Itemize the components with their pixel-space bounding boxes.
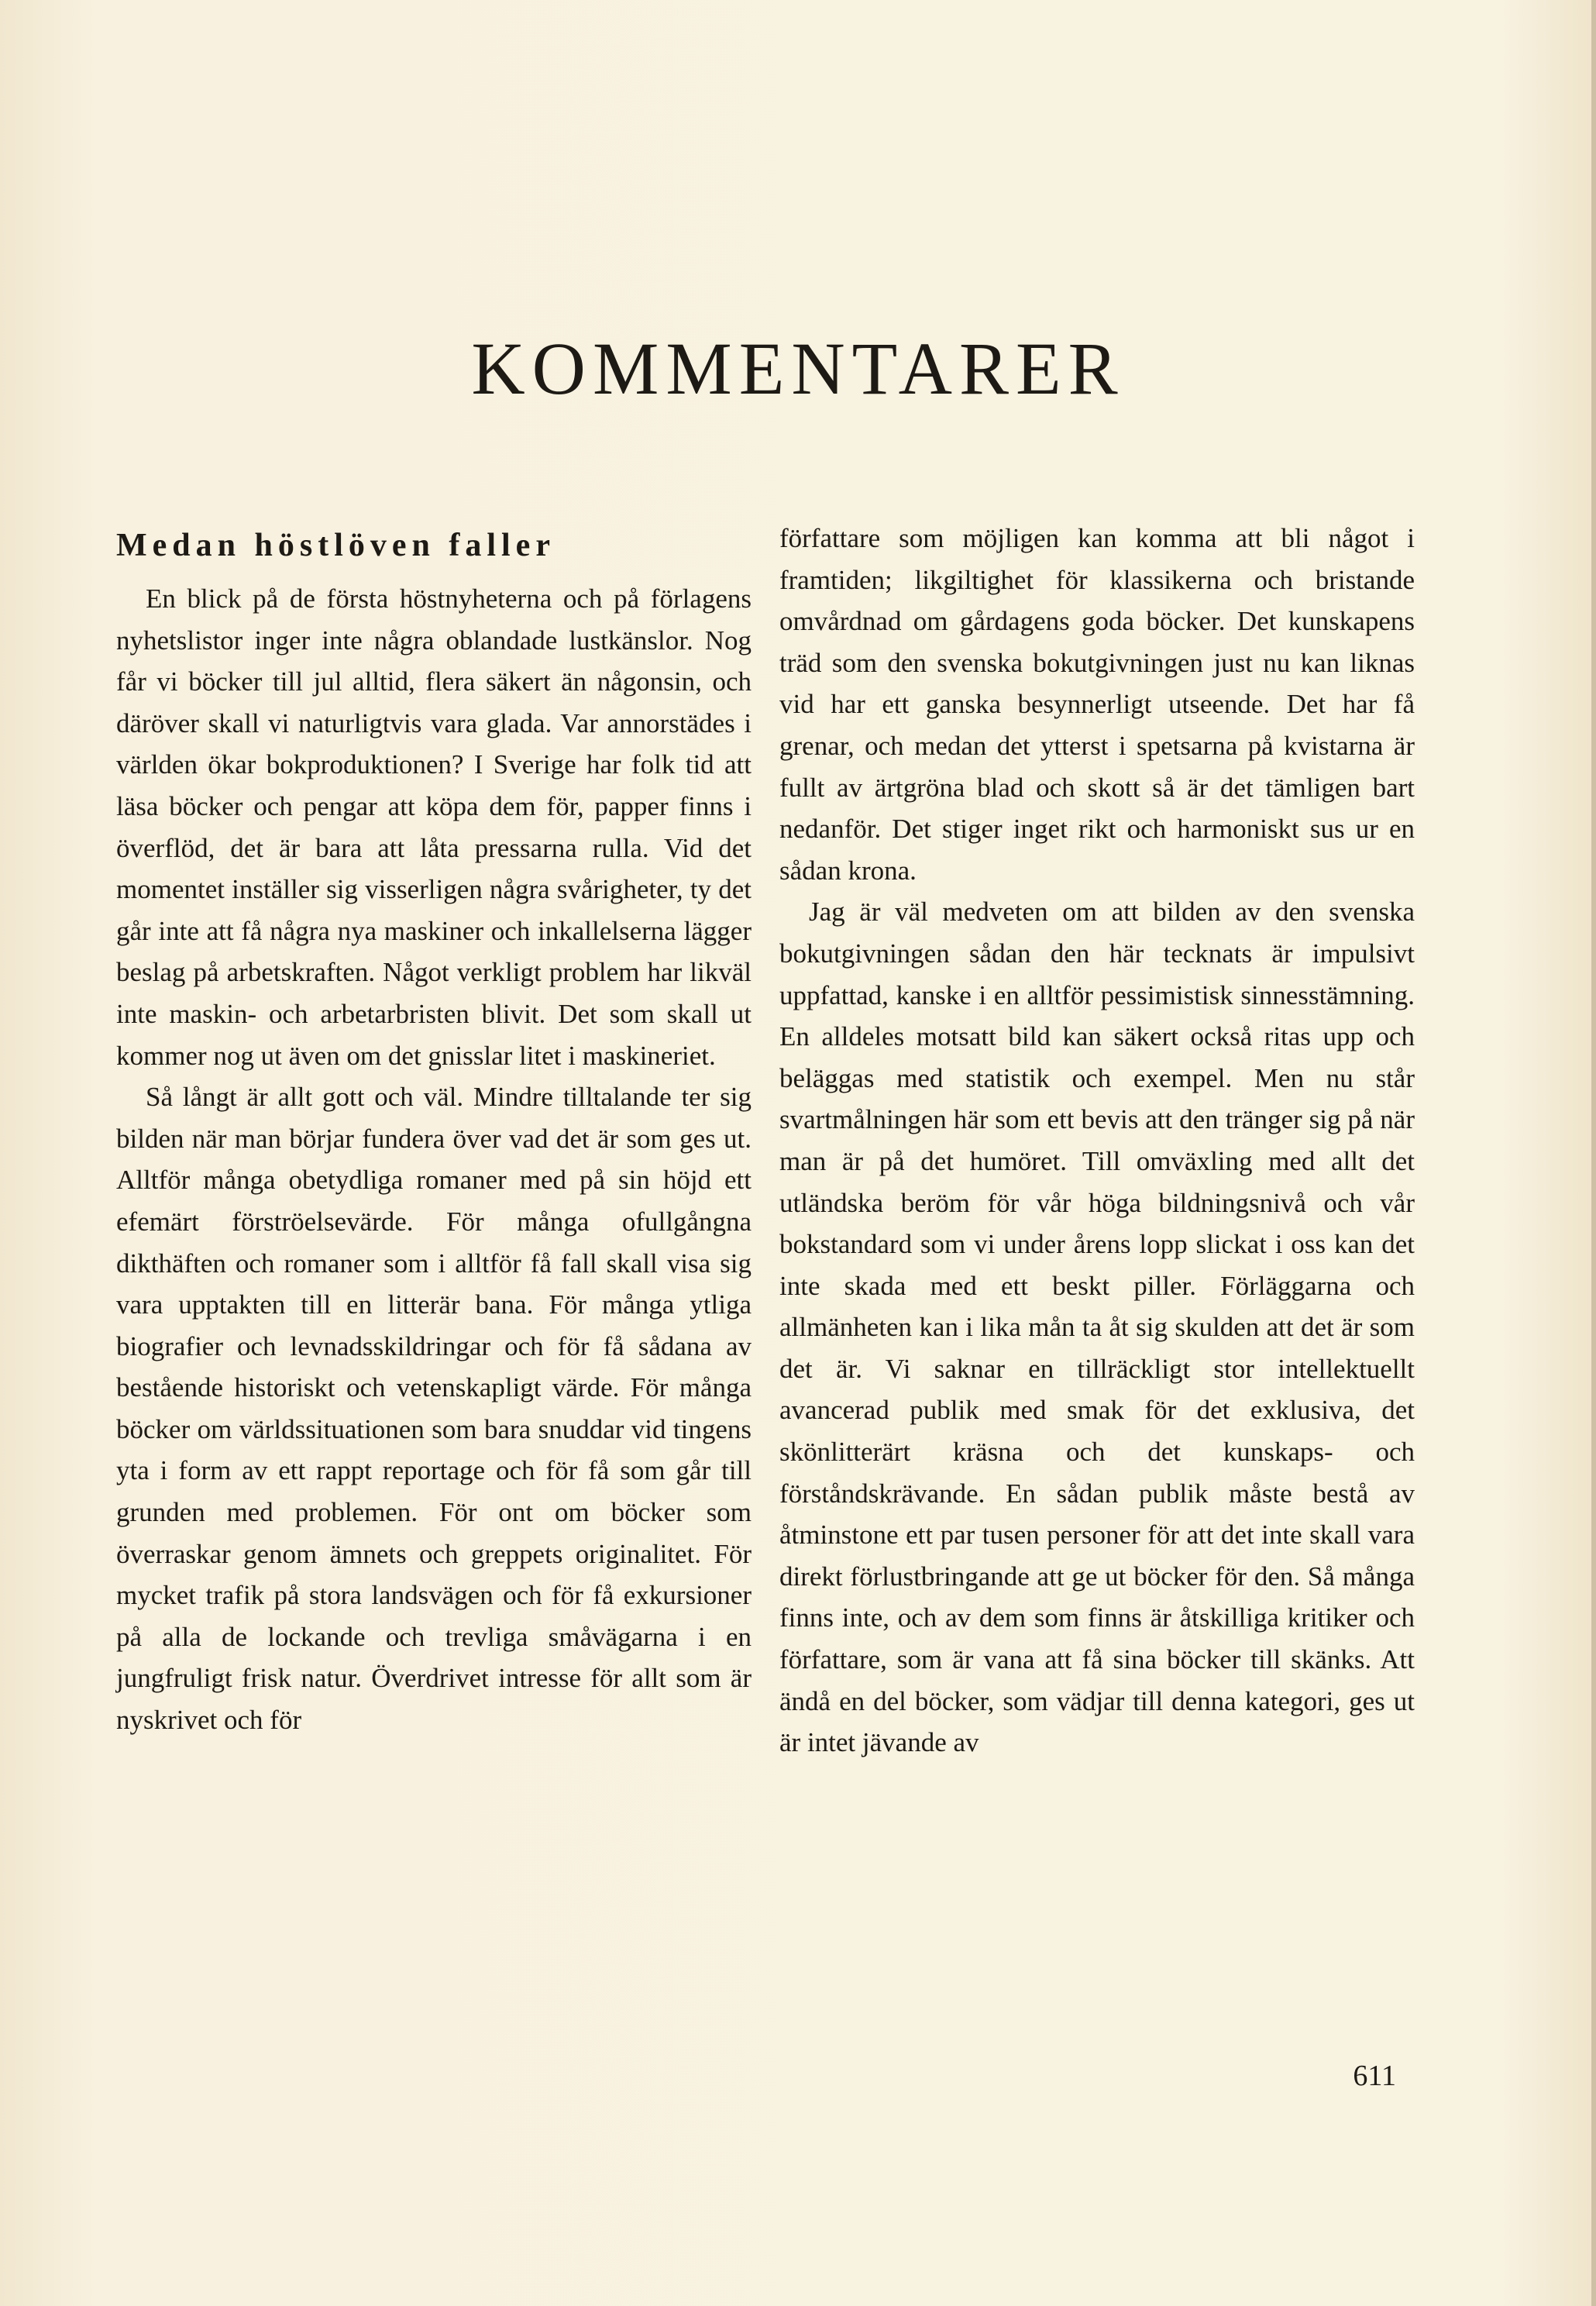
page-title: KOMMENTARER [471, 327, 1125, 410]
page-number: 611 [1353, 2060, 1396, 2092]
right-column [779, 518, 1415, 1764]
paragraph: Så långt är allt gott och väl. Mindre tilltalande ter sig bilden när man börjar fundera över vad det är som ges ut. Alltför många obetydliga romaner med på sin höjd ett efemärt förströelsevärde. För många ofullgångna dikthäften och romaner som i alltför få fall skall visa sig vara upptakten till en litterär bana. För många ytliga biografier och levnadsskildringar och för få sådana av bestående historiskt och vetenskapligt värde. För många böcker om världssituationen som bara snuddar vid tingens yta i form av ett rappt reportage och för få som går till grunden med problemen. För ont om böcker som överraskar genom ämnets och greppets originalitet. För mycket trafik på stora landsvägen och för få exkursioner på alla de lockande och trevliga småvägarna i en jungfruligt frisk natur. Överdrivet intresse för allt som är nyskrivet och för [116, 1082, 752, 1736]
paragraph: Jag är väl medveten om att bilden av den svenska bokutgivningen sådan den här tecknats är impulsivt uppfattad, kanske i en alltför pessimistisk sinnesstämning. En alldeles motsatt bild kan säkert också ritas upp och beläggas med statistik och exempel. Men nu står svartmålningen här som ett bevis att den tränger sig på när man är på det humöret. Till omväxling med allt det utländska beröm för vår höga bildningsnivå och vår bokstandard som vi under årens lopp slickat i oss kan det inte skada med ett beskt piller. Förläggarna och allmänheten kan i lika mån ta åt sig skulden att det är som det är. Vi saknar en tillräckligt stor intellektuellt avancerad publik med smak för det exklusiva, det skönlitterärt kräsna och det kunskaps- och förståndskrävande. En sådan publik måste bestå av åtminstone ett par tusen personer för att det inte skall vara direkt förlustbringande att ge ut böcker för den. Så många finns inte, och av dem som finns är åtskilliga kritiker och författare, som är vana att få sina böcker till skänks. Att ändå en del böcker, som vädjar till denna kategori, ges ut är intet jävande av [779, 897, 1415, 1758]
left-column [116, 518, 752, 1741]
paragraph: En blick på de första höstnyheterna och på förlagens nyhetslistor inger inte några oblandade lustkänslor. Nog får vi böcker till jul alltid, flera säkert än någonsin, och däröver skall vi naturligtvis vara glada. Var annorstädes i världen ökar bokproduktionen? I Sverige har folk tid att läsa böcker och pengar att köpa dem för, papper finns i överflöd, det är bara att låta pressarna rulla. Vid det momentet inställer sig visserligen några svårigheter, ty det går inte att få några nya maskiner och inkallelserna lägger beslag på arbetskraften. Något verkligt problem har likväl inte maskin- och arbetarbristen blivit. Det som skall ut kommer nog ut även om det gnisslar litet i maskineriet. [116, 583, 752, 1071]
paragraph: författare som möjligen kan komma att bli något i framtiden; likgiltighet för klassikerna och bristande omvårdnad om gårdagens goda böcker. Det kunskapens träd som den svenska bokutgivningen just nu kan liknas vid har ett ganska besynnerligt utseende. Det har få grenar, och medan det ytterst i spetsarna på kvistarna är fullt av ärtgröna blad och skott så är det tämligen bart nedanför. Det stiger inget rikt och harmoniskt sus ur en sådan krona. [779, 523, 1415, 886]
section-heading: Medan höstlöven faller [116, 528, 556, 563]
page-edge [1591, 0, 1596, 2306]
